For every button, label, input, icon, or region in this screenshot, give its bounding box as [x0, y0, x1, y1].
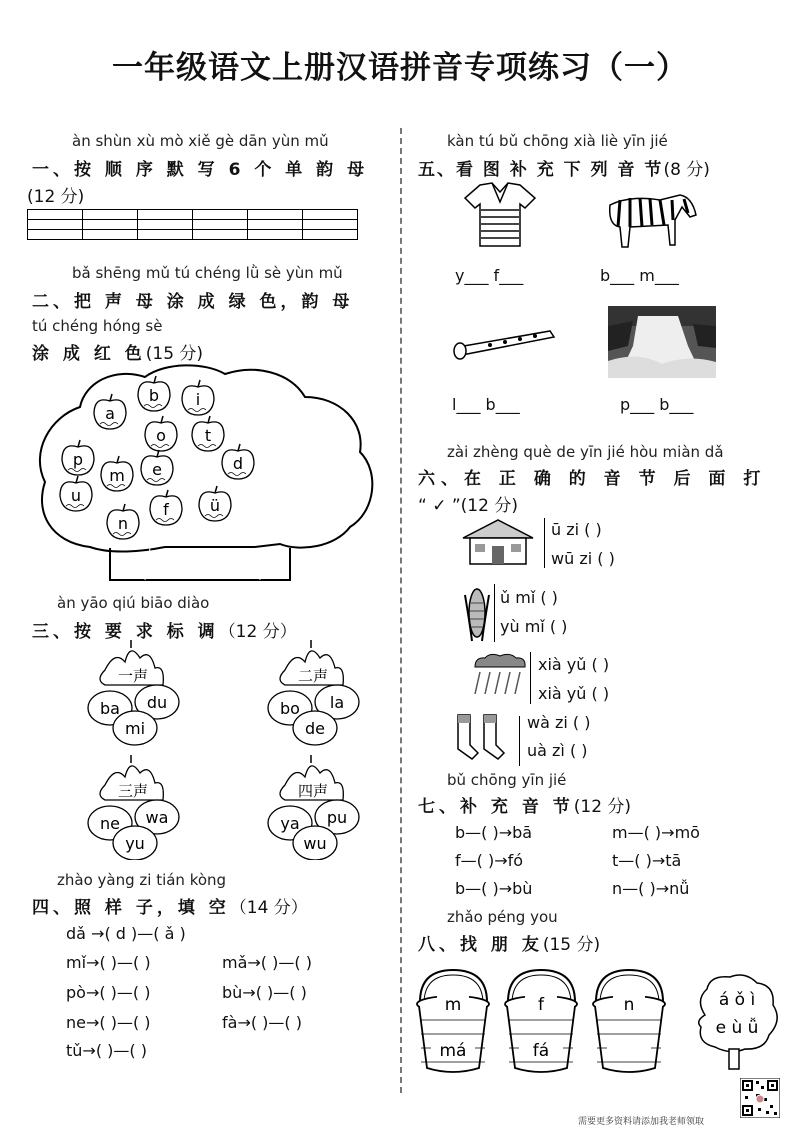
tone-label: 三声: [117, 782, 149, 800]
apple-letter: n: [117, 514, 129, 533]
rain-image: [470, 652, 530, 697]
tone-leaves-illustration: [30, 640, 395, 860]
s4-pinyin: zhào yàng zi tián kòng: [57, 871, 227, 889]
s2-heading-2: 涂 成 红 色(15 分): [32, 344, 204, 364]
apple-i[interactable]: [182, 380, 214, 415]
syllable-bo: bo: [280, 699, 300, 718]
apple-letter: i: [195, 390, 201, 409]
syllable-de: de: [305, 719, 325, 738]
basket-1[interactable]: [417, 970, 489, 1072]
syllable-ne: ne: [100, 814, 120, 833]
corn-image: [462, 585, 492, 643]
apple-n[interactable]: [107, 504, 139, 539]
syllable-la: la: [329, 693, 345, 712]
s3-pinyin: àn yāo qiú biāo diào: [57, 594, 210, 612]
s7-heading: 七、补 充 音 节(12 分): [418, 797, 632, 817]
apple-o[interactable]: [145, 416, 177, 451]
s5-item-zebra[interactable]: b___ m___: [600, 266, 679, 285]
s6-option-3a[interactable]: xià yǔ ( ): [538, 655, 610, 674]
basket-top-letter: m: [444, 995, 462, 1015]
s7-pinyin: bǔ chōng yīn jié: [447, 771, 567, 789]
s5-item-shirt[interactable]: y___ f___: [455, 266, 524, 285]
s4-row-3-left[interactable]: ne→( )—( ): [66, 1013, 151, 1032]
s2-heading-1: 二、把 声 母 涂 成 绿 色，韵 母: [32, 292, 354, 312]
s4-row-2-right[interactable]: bù→( )—( ): [222, 983, 307, 1002]
s5-item-waterfall[interactable]: p___ b___: [620, 395, 694, 414]
s6-pinyin: zài zhèng què de yīn jié hòu miàn dǎ: [447, 443, 724, 461]
apple-letter: t: [204, 426, 212, 445]
tree-box: [699, 975, 777, 1069]
tree-trunk: [110, 548, 290, 580]
s7-row-2-left[interactable]: f—( )→fó: [455, 851, 524, 870]
s5-pinyin: kàn tú bǔ chōng xià liè yīn jié: [447, 132, 668, 150]
s7-row-1-right[interactable]: m—( )→mō: [612, 823, 700, 842]
tree-row-1: á ǒ ì: [718, 990, 756, 1010]
shirt-image: [460, 180, 540, 250]
apple-letter: a: [105, 404, 115, 423]
s6-option-2b[interactable]: yù mǐ ( ): [500, 617, 568, 636]
basket-bottom-letter: fá: [532, 1041, 550, 1061]
s6-option-2a[interactable]: ǔ mǐ ( ): [500, 588, 558, 607]
s4-row-4-left[interactable]: tǔ→( )—( ): [66, 1041, 147, 1060]
s7-row-2-right[interactable]: t—( )→tā: [612, 851, 682, 870]
baskets-illustration: [410, 965, 785, 1075]
s6-bracket-2: [494, 584, 495, 642]
s6-option-4b[interactable]: uà zì ( ): [527, 741, 588, 760]
s1-writing-grid[interactable]: [27, 209, 358, 240]
apple-f[interactable]: [150, 490, 182, 525]
syllable-wa: wa: [145, 808, 169, 827]
apple-letter: u: [70, 486, 82, 505]
flute-image: [450, 325, 560, 365]
basket-top-letter: n: [623, 995, 635, 1015]
tone-group-2: [268, 640, 359, 745]
waterfall-image: [608, 306, 716, 378]
s5-heading: 五、看 图 补 充 下 列 音 节(8 分): [418, 160, 710, 180]
syllable-yu: yu: [125, 834, 145, 853]
apple-letter: f: [163, 500, 169, 519]
s4-row-2-left[interactable]: pò→( )—( ): [66, 983, 151, 1002]
apple-letter: b: [148, 386, 160, 405]
syllable-pu: pu: [326, 808, 348, 827]
apple-ü[interactable]: [199, 486, 231, 521]
syllable-mi: mi: [124, 719, 146, 738]
s2-pinyin-1: bǎ shēng mǔ tú chéng lǜ sè yùn mǔ: [72, 264, 343, 282]
s8-heading: 八、找 朋 友(15 分): [418, 935, 601, 955]
s4-row-3-right[interactable]: fà→( )—( ): [222, 1013, 302, 1032]
s4-example: dǎ →( d )—( ǎ ): [66, 924, 186, 943]
apple-u[interactable]: [60, 476, 92, 511]
s1-score: (12 分): [27, 187, 85, 207]
tone-group-1: [88, 640, 179, 745]
syllable-ya: ya: [280, 814, 300, 833]
s3-heading: 三、按 要 求 标 调（12 分）: [32, 622, 297, 642]
apple-tree-illustration: [30, 362, 395, 584]
s6-bracket-4: [519, 716, 520, 766]
s6-option-3b[interactable]: xià yǔ ( ): [538, 684, 610, 703]
s6-option-1b[interactable]: wū zi ( ): [551, 549, 615, 568]
s8-pinyin: zhǎo péng you: [447, 908, 558, 926]
syllable-ba: ba: [100, 699, 120, 718]
s7-row-1-left[interactable]: b—( )→bā: [455, 823, 533, 842]
s2-pinyin-2: tú chéng hóng sè: [32, 317, 163, 335]
apple-letter: p: [72, 450, 84, 469]
syllable-du: du: [146, 693, 168, 712]
apple-letter: ü: [209, 496, 221, 515]
basket-3[interactable]: [593, 970, 665, 1072]
s4-row-1-left[interactable]: mǐ→( )—( ): [66, 953, 151, 972]
apple-d[interactable]: [222, 444, 254, 479]
zebra-image: [600, 185, 700, 250]
s6-option-4a[interactable]: wà zi ( ): [527, 713, 591, 732]
tone-label: 二声: [297, 667, 329, 685]
basket-2[interactable]: [505, 970, 577, 1072]
s1-pinyin: àn shùn xù mò xiě gè dān yùn mǔ: [72, 132, 329, 150]
apple-a[interactable]: [94, 394, 126, 429]
apple-letter: m: [109, 466, 125, 485]
s6-bracket-1: [544, 518, 545, 568]
basket-bottom-letter: má: [439, 1041, 467, 1061]
s1-heading: 一、按 顺 序 默 写 6 个 单 韵 母: [32, 160, 369, 180]
apple-p[interactable]: [62, 440, 94, 475]
house-image: [458, 516, 538, 568]
qr-code-icon: [740, 1078, 780, 1118]
s5-item-flute[interactable]: l___ b___: [452, 395, 520, 414]
apple-b[interactable]: [138, 376, 170, 411]
column-divider: [400, 128, 402, 1093]
s7-row-3-left[interactable]: b—( )→bù: [455, 879, 533, 898]
s4-heading: 四、照 样 子，填 空（14 分）: [32, 898, 308, 918]
s6-bracket-3: [530, 652, 531, 704]
s4-row-1-right[interactable]: mǎ→( )—( ): [222, 953, 312, 972]
apple-e[interactable]: [141, 450, 173, 485]
apple-m[interactable]: [101, 456, 133, 491]
s6-heading-2: “ ✓ ”(12 分): [418, 496, 518, 516]
socks-image: [452, 713, 512, 761]
s6-option-1a[interactable]: ū zi ( ): [551, 520, 602, 539]
apple-t[interactable]: [192, 416, 224, 451]
apple-letter: e: [152, 460, 162, 479]
page-title: 一年级语文上册汉语拼音专项练习（一）: [112, 50, 688, 86]
tone-label: 四声: [297, 782, 329, 800]
footer-note: 需要更多资料请添加我老师领取: [578, 1117, 705, 1127]
basket-top-letter: f: [538, 995, 544, 1015]
apple-letter: o: [156, 426, 166, 445]
tone-label: 一声: [117, 667, 149, 685]
s6-heading: 六、在 正 确 的 音 节 后 面 打: [418, 469, 767, 489]
tree-row-2: e ù ǚ: [715, 1018, 759, 1038]
apple-letter: d: [232, 454, 244, 473]
syllable-wu: wu: [303, 834, 327, 853]
tone-group-3: [88, 755, 179, 860]
tone-group-4: [268, 755, 359, 860]
s7-row-3-right[interactable]: n—( )→nǚ: [612, 879, 690, 898]
